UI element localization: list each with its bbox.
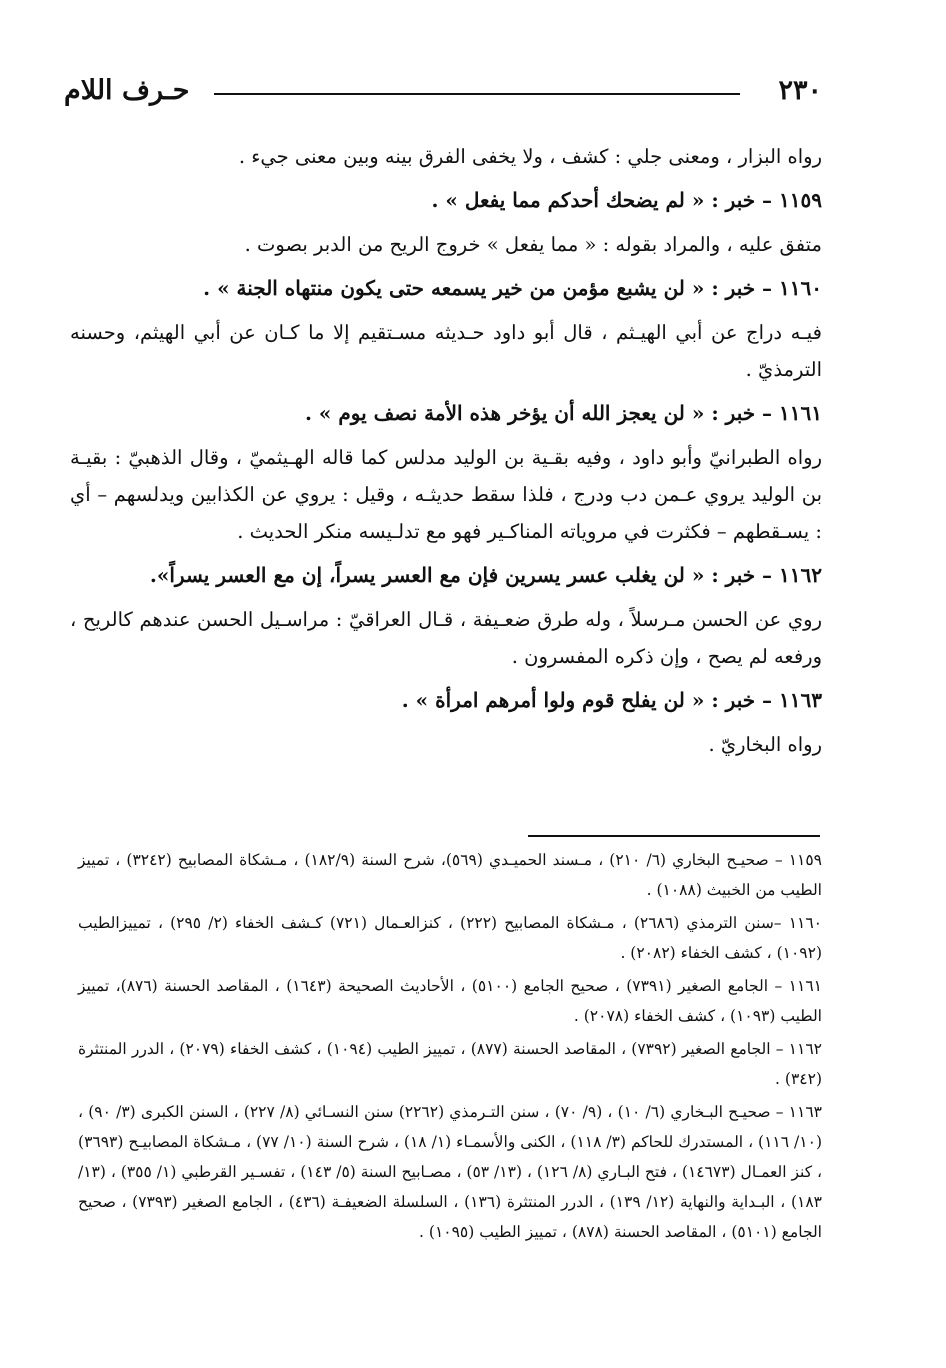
hadith-entry-1163: ١١٦٣ – خبر : « لن يفلح قوم ولوا أمرهم امرأة » . (401, 688, 822, 712)
paragraph: فيـه دراج عن أبي الهيـثم ، قال أبو داود حـديثه مسـتقيم إلا ما كـان عن أبي الهيثم، وحسنه الترمذيّ . (70, 321, 822, 381)
body-text (70, 138, 822, 770)
paragraph: روي عن الحسن مـرسلاً ، وله طرق ضعـيفة ، قـال العراقيّ : مراسـيل الحسن عندهم كالريح ، ورفعه لم يصح ، وإن ذكره المفسرون . (70, 608, 822, 668)
chapter-title: حـرف اللام (64, 75, 190, 106)
footnotes (78, 845, 822, 1250)
hadith-entry-1161: ١١٦١ – خبر : « لن يعجز الله أن يؤخر هذه الأمة نصف يوم » . (304, 401, 822, 425)
hadith-entry-1160: ١١٦٠ – خبر : « لن يشبع مؤمن من خير يسمعه حتى يكون منتهاه الجنة » . (203, 276, 822, 300)
page-header (64, 74, 822, 114)
footnote-1161: ١١٦١ – الجامع الصغير (٧٣٩١) ، صحيح الجامع (٥١٠٠) ، الأحاديث الصحيحة (١٦٤٣) ، المقاصد الحسنة (٨٧٦)، تمييز الطيب (١٠٩٣) ، كشف الخفاء (٢٠٧٨) . (78, 977, 822, 1025)
footnote-separator (528, 835, 820, 837)
hadith-entry-1159: ١١٥٩ – خبر : « لم يضحك أحدكم مما يفعل » . (431, 188, 822, 212)
footnote-1163: ١١٦٣ – صحيـح البـخاري (٦/ ١٠) ، (٩/ ٧٠) ، سنن التـرمذي (٢٢٦٢) سنن النسـائي (٨/ ٢٢٧) ، السنن الكبرى (٣/ ٩٠) ، (١٠/ ١١٦) ، المستدرك للحاكم (٣/ ١١٨) ، الكنى والأسمـاء (١/ ١٨) ، شرح السنة (١٠/ ٧٧) ، مـشكاة المصابيـح (٣٦٩٣) ، كنز العمـال (١٤٦٧٣) ، فتح البـاري (٨/ ١٢٦) ، (١٣/ ٥٣) ، مصـابيح السنة (٥/ ١٤٣) ، تفسـير القرطبي (١/ ٣٥٥) ، (١٣/ ١٨٣) ، البـداية والنهاية (١٢/ ١٣٩) ، الدرر المنتثرة (١٣٦) ، السلسلة الضعيفـة (٤٣٦) ، الجامع الصغير (٧٣٩٣) ، صحيح الجامع (٥١٠١) ، المقاصد الحسنة (٨٧٨) ، تمييز الطيب (١٠٩٥) . (78, 1103, 823, 1241)
paragraph: رواه الطبرانيّ وأبو داود ، وفيه بقـية بن الوليد مدلس كما قاله الهـيثميّ ، وقال الذهبيّ : بقيـة بن الوليد يروي عـمن دب ودرج ، فلذا سقط حديثـه ، وقيل : يروي عن الكذابين ويدلسهم – أي : يسـقطهم – فكثرت في مروياته المناكـير فهو مع تدلـيسه منكر الحديث . (70, 446, 822, 543)
footnote-1162: ١١٦٢ – الجامع الصغير (٧٣٩٢) ، المقاصد الحسنة (٨٧٧) ، تمييز الطيب (١٠٩٤) ، كشف الخفاء (٢٠٧٩) ، الدرر المنتثرة (٣٤٢) . (78, 1040, 822, 1088)
footnote-1160: ١١٦٠ –سنن الترمذي (٢٦٨٦) ، مـشكاة المصابيح (٢٢٢) ، كنزالعـمال (٧٢١) كـشف الخفاء (٢/ ٢٩٥) ، تمييزالطيب (١٠٩٢) ، كشف الخفاء (٢٠٨٢) . (78, 914, 822, 962)
footnote-1159: ١١٥٩ – صحيـح البخاري (٦/ ٢١٠) ، مـسند الحميـدي (٥٦٩)، شرح السنة (١٨٢/٩) ، مـشكاة المصابيح (٣٢٤٢) ، تمييز الطيب من الخبيث (١٠٨٨) . (78, 851, 822, 899)
page-number: ٢٣٠ (778, 75, 822, 106)
header-rule (214, 93, 740, 95)
hadith-entry-1162: ١١٦٢ – خبر : « لن يغلب عسر يسرين فإن مع العسر يسراً، إن مع العسر يسراً». (149, 563, 822, 587)
paragraph: رواه البزار ، ومعنى جلي : كشف ، ولا يخفى الفرق بينه وبين معنى جيء . (238, 145, 822, 168)
paragraph: رواه البخاريّ . (708, 733, 822, 756)
paragraph: متفق عليه ، والمراد بقوله : « مما يفعل » خروج الريح من الدبر بصوت . (244, 233, 822, 256)
